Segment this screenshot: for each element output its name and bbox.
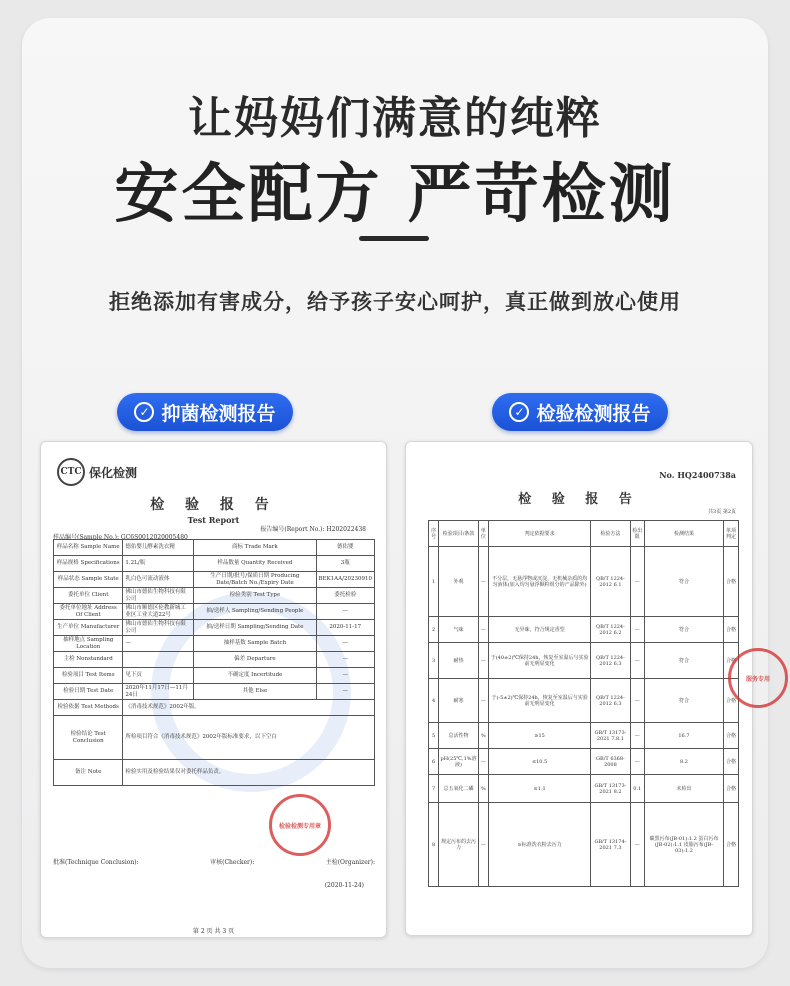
subtitle: 拒绝添加有害成分，给予孩子安心呵护，真正做到放心使用	[109, 290, 681, 314]
field-value: —	[316, 604, 375, 620]
field-value: 佛山市顺德区伦教新城工业区工业大道22号	[123, 604, 194, 620]
field-value: —	[123, 636, 194, 652]
table-cell: 合格	[724, 749, 739, 775]
table-cell: 符合	[644, 679, 723, 723]
column-header: 检验项目/条款	[439, 521, 478, 547]
table-cell: —	[630, 803, 644, 887]
report-no-label: 报告编号(Report No.):	[260, 526, 325, 533]
page-number: 第 2 页 共 3 页	[192, 928, 235, 935]
table-cell: 规定污布的去污力	[439, 803, 478, 887]
table-cell: GB/T 13173-2021 8.2	[591, 775, 631, 803]
field-label: 样品规格 Specifications	[54, 556, 123, 572]
table-cell: ≤1.1	[489, 775, 591, 803]
field-value: 佛山市德佑生物科技有限公司	[123, 588, 194, 604]
table-row	[54, 668, 375, 684]
field-label: 不确定度 Incertitude	[194, 668, 316, 684]
table-cell: 1	[429, 547, 439, 617]
field-label: 委托单位地址 Address Of Client	[54, 604, 123, 620]
table-cell: GB/T 6368-2008	[591, 749, 631, 775]
table-cell: —	[630, 723, 644, 749]
table-row	[54, 760, 375, 786]
table-row	[54, 700, 375, 716]
field-label: 偏差 Departure	[194, 652, 316, 668]
headline-line2: 安全配方 严苛检测	[114, 158, 676, 232]
table-cell: 未检出	[644, 775, 723, 803]
field-label: 抽样基数 Sample Batch	[194, 636, 316, 652]
conclusion-value: 所检项目符合《消毒技术规范》2002年版标准要求，以下空白	[123, 716, 375, 760]
table-cell: 6	[429, 749, 439, 775]
table-cell: %	[478, 723, 488, 749]
table-row	[54, 620, 375, 636]
table-row	[54, 556, 375, 572]
field-label: 抽/送样日期 Sampling/Sending Date	[194, 620, 316, 636]
field-value: —	[316, 636, 375, 652]
table-cell: ≥标准洗衣粉去污力	[489, 803, 591, 887]
column-header: 检出限	[630, 521, 644, 547]
table-cell: —	[478, 643, 488, 679]
check-circle-icon: ✓	[134, 402, 154, 422]
report-date: (2020-11-24)	[324, 882, 364, 889]
table-cell: 无异味，符合规定香型	[489, 617, 591, 643]
table-cell: GB/T 13173-2021 7.8.1	[591, 723, 631, 749]
table-row	[54, 588, 375, 604]
table-cell: —	[478, 679, 488, 723]
table-cell: 合格	[724, 617, 739, 643]
field-value: 德佑婴儿酵素洗衣精	[123, 540, 194, 556]
field-label: 检验类别 Test Type	[194, 588, 316, 604]
table-cell: 4	[429, 679, 439, 723]
field-label: 生产日期/批号/保质日期 Producing Date/Batch No./Expiry Date	[194, 572, 316, 588]
table-cell: 耐寒	[439, 679, 478, 723]
table-cell: 符合	[644, 643, 723, 679]
field-value: 见下页	[123, 668, 194, 684]
service-stamp: 服务专用	[728, 648, 788, 708]
table-cell: 外观	[439, 547, 478, 617]
field-value: 2020-11-17	[316, 620, 375, 636]
column-header: 检验方法	[591, 521, 631, 547]
badge-label-left: 抑菌检测报告	[161, 402, 276, 425]
field-label: 样品状态 Sample State	[54, 572, 123, 588]
column-header: 单项判定	[724, 521, 739, 547]
table-cell: 合格	[724, 643, 739, 679]
table-row	[429, 679, 739, 723]
table-row	[54, 604, 375, 620]
report-title: 检 验 报 告	[150, 497, 277, 513]
table-cell: 总活性物	[439, 723, 478, 749]
sign-checker: 审核(Checker):	[210, 859, 255, 866]
table-row	[54, 636, 375, 652]
report-number	[260, 524, 366, 533]
field-value	[123, 652, 194, 668]
table-row	[54, 716, 375, 760]
table-cell: 3	[429, 643, 439, 679]
field-label: 其他 Else	[194, 684, 316, 700]
divider	[359, 236, 429, 241]
table-cell: —	[478, 749, 488, 775]
table-cell: 合格	[724, 775, 739, 803]
field-label: 委托单位 Client	[54, 588, 123, 604]
table-cell: —	[630, 547, 644, 617]
inspection-report-badge	[492, 393, 668, 431]
table-cell: —	[630, 643, 644, 679]
table-cell: 于(-5±2)℃保持24h，恢复至室温后与实验前无明显变化	[489, 679, 591, 723]
report-number: No. HQ2400738a	[659, 470, 736, 480]
field-label: 抽样地点 Sampling Location	[54, 636, 123, 652]
table-cell: 总五氧化二磷	[439, 775, 478, 803]
table-row	[429, 617, 739, 643]
report-title-en: Test Report	[187, 515, 240, 525]
table-cell: 合格	[724, 723, 739, 749]
field-value: 委托检验	[316, 588, 375, 604]
sample-no-value: GC6S0012020005480	[120, 534, 188, 541]
table-cell: %	[478, 775, 488, 803]
lab-name: 保化检测	[89, 465, 138, 480]
table-cell: —	[630, 617, 644, 643]
table-row	[429, 749, 739, 775]
table-cell: pH(25℃,1%溶液)	[439, 749, 478, 775]
table-cell: —	[630, 749, 644, 775]
sample-no-label: 样品编号(Sample No.):	[53, 534, 119, 541]
table-row	[54, 540, 375, 556]
table-cell: QB/T 1224-2012 6.3	[591, 643, 631, 679]
table-cell: 符合	[644, 617, 723, 643]
column-header: 单位	[478, 521, 488, 547]
official-stamp: 检验检测专用章	[269, 794, 331, 856]
table-cell: 气味	[439, 617, 478, 643]
page-number: 共3页 第2页	[708, 509, 736, 515]
antibacterial-report-badge	[117, 393, 293, 431]
report-no-value: H202022438	[326, 526, 366, 533]
table-cell: 不分层，无悬浮物或沉淀，无机械杂质的均匀液体(加入均匀悬浮颗粒组分的产品除外)	[489, 547, 591, 617]
sign-organizer: 主检(Organizer):	[325, 859, 375, 866]
field-value: 3瓶	[316, 556, 375, 572]
antibacterial-report-document	[40, 441, 387, 938]
table-cell: —	[478, 617, 488, 643]
method-label: 检验依据 Test Methods	[54, 700, 123, 716]
table-row	[429, 723, 739, 749]
report-title: 检 验 报 告	[518, 492, 640, 507]
table-cell: —	[630, 679, 644, 723]
badge-label-right: 检验检测报告	[536, 402, 651, 425]
table-cell: 2	[429, 617, 439, 643]
inspection-report-document	[405, 441, 770, 936]
table-row	[429, 803, 739, 887]
table-row	[429, 547, 739, 617]
table-cell: 于(40±2)℃保持24h，恢复至室温后与实验前无明显变化	[489, 643, 591, 679]
field-label: 主检 Nonstandard	[54, 652, 123, 668]
table-cell: 16.7	[644, 723, 723, 749]
table-cell: 符合	[644, 547, 723, 617]
table-cell: 8.2	[644, 749, 723, 775]
table-row	[54, 684, 375, 700]
table-cell: 合格	[724, 803, 739, 887]
table-cell: QB/T 1224-2012 6.1	[591, 547, 631, 617]
table-cell: ≤10.5	[489, 749, 591, 775]
sign-approver: 批准(Technique Conclusion):	[53, 859, 139, 866]
ctc-logo-icon: CTC	[57, 458, 85, 486]
table-cell: 耐热	[439, 643, 478, 679]
field-value: 1.2L/瓶	[123, 556, 194, 572]
column-header: 判定依据要求	[489, 521, 591, 547]
table-cell: —	[478, 803, 488, 887]
report-info-table	[53, 539, 375, 786]
table-header-row	[429, 521, 739, 547]
field-value: 乳白色可流动液体	[123, 572, 194, 588]
field-label: 生产单位 Manufacturer	[54, 620, 123, 636]
lab-logo	[57, 458, 137, 486]
field-value: 佛山市德佑生物科技有限公司	[123, 620, 194, 636]
field-label: 样品名称 Sample Name	[54, 540, 123, 556]
table-cell: 合格	[724, 679, 739, 723]
column-header: 检测结果	[644, 521, 723, 547]
table-cell: 0.1	[630, 775, 644, 803]
note-value: 检验实用及检验结果仅对委托样品负责。	[123, 760, 375, 786]
check-circle-icon: ✓	[509, 402, 529, 422]
headline-line1: 让妈妈们满意的纯粹	[188, 93, 602, 144]
column-header: 序号	[429, 521, 439, 547]
table-cell: QB/T 1224-2012 6.2	[591, 617, 631, 643]
table-row	[429, 643, 739, 679]
note-label: 备注 Note	[54, 760, 123, 786]
field-label: 样品数量 Quantity Received	[194, 556, 316, 572]
method-value: 《消毒技术规范》2002年版。	[123, 700, 375, 716]
field-value: —	[316, 668, 375, 684]
signature-row	[53, 857, 375, 866]
field-label: 商标 Trade Mark	[194, 540, 316, 556]
field-label: 抽/送样人 Sampling/Sending People	[194, 604, 316, 620]
test-results-table	[428, 520, 739, 887]
conclusion-label: 检验结论 Test Conclusion	[54, 716, 123, 760]
field-value: BEK1AA/20230910	[316, 572, 375, 588]
field-label: 检验日期 Test Date	[54, 684, 123, 700]
table-cell: ≥15	[489, 723, 591, 749]
table-cell: GB/T 13174-2021 7.3	[591, 803, 631, 887]
table-cell: 合格	[724, 547, 739, 617]
table-cell: 碳黑污布(JB-01):1.2 蛋白污布(JB-02):1.1 皮脂污布(JB-03):1.2	[644, 803, 723, 887]
field-label: 检验项目 Test Items	[54, 668, 123, 684]
table-cell: 7	[429, 775, 439, 803]
field-value: 德佑婴	[316, 540, 375, 556]
table-cell: 5	[429, 723, 439, 749]
table-row	[429, 775, 739, 803]
table-row	[54, 652, 375, 668]
field-value: —	[316, 652, 375, 668]
field-value: —	[316, 684, 375, 700]
table-cell: 8	[429, 803, 439, 887]
table-cell: —	[478, 547, 488, 617]
table-row	[54, 572, 375, 588]
table-cell: QB/T 1224-2012 6.3	[591, 679, 631, 723]
field-value: 2020年11月17日—11月24日	[123, 684, 194, 700]
